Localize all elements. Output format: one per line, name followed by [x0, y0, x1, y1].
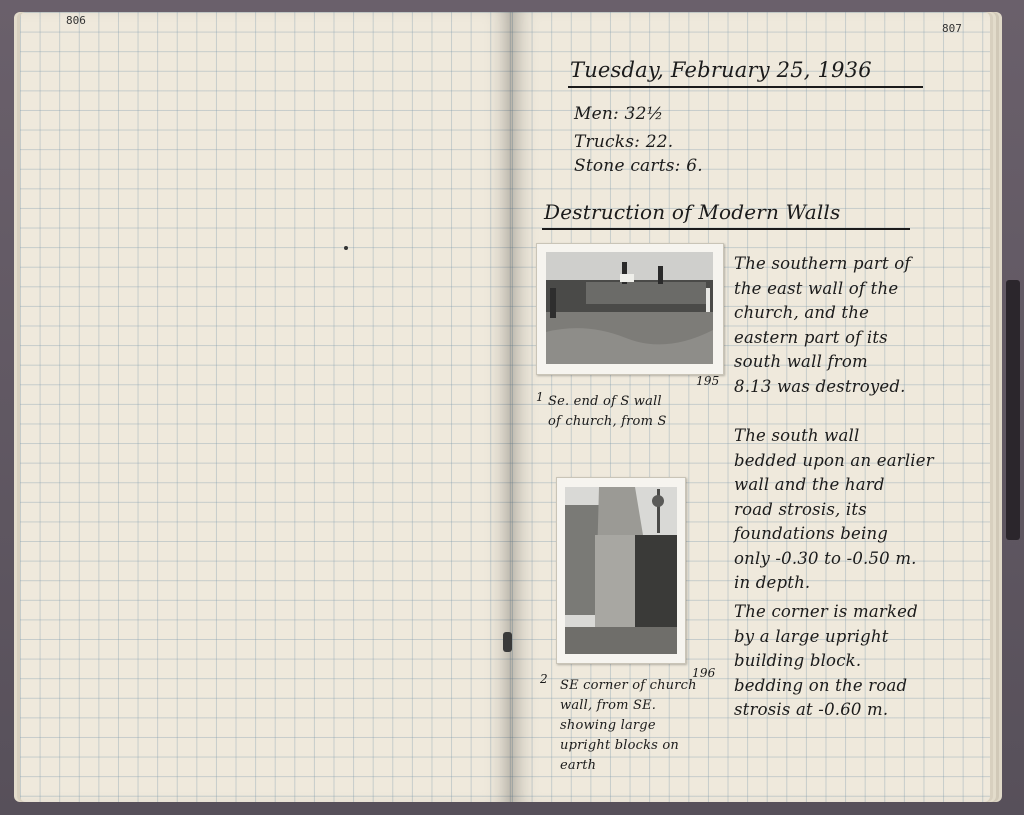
stat-stone-carts: Stone carts: 6. [574, 156, 703, 176]
left-page-number: 806 [66, 14, 86, 27]
right-page [512, 12, 990, 802]
date-underline [568, 86, 923, 88]
photo-caption-1: Se. end of S wall of church, from S [548, 394, 667, 429]
section-underline [542, 228, 910, 230]
ink-dot [344, 246, 348, 250]
date-heading: Tuesday, February 25, 1936 [570, 58, 872, 82]
left-page [20, 12, 512, 802]
stat-trucks: Trucks: 22. [574, 132, 674, 152]
right-page-number: 807 [942, 22, 962, 35]
binding-hole [503, 632, 512, 652]
excavation-photo-1 [546, 252, 713, 364]
photo-index-1: 1 [536, 390, 544, 404]
photo-number-1: 195 [696, 374, 720, 388]
photo-number-2: 196 [692, 666, 716, 680]
paragraph-1: The southern part of the east wall of the church, and the eastern part of its south wall from 8.13 was destroyed. [734, 254, 911, 396]
photo-index-2: 2 [540, 672, 548, 686]
stat-men: Men: 32½ [574, 104, 664, 124]
paragraph-3: The corner is marked by a large upright building block. bedding on the road strosis at -0.60 m. [734, 602, 918, 719]
excavation-photo-2 [565, 487, 677, 654]
notebook-strap [1006, 280, 1020, 540]
photo-frame-2 [556, 477, 686, 664]
section-heading: Destruction of Modern Walls [544, 200, 841, 224]
photo-caption-2: SE corner of church wall, from SE. showing large upright blocks on earth [560, 678, 697, 773]
paragraph-2: The south wall bedded upon an earlier wall and the hard road strosis, its foundations being only -0.30 to -0.50 m. in depth. [734, 426, 934, 592]
photo-frame-1 [536, 243, 724, 375]
